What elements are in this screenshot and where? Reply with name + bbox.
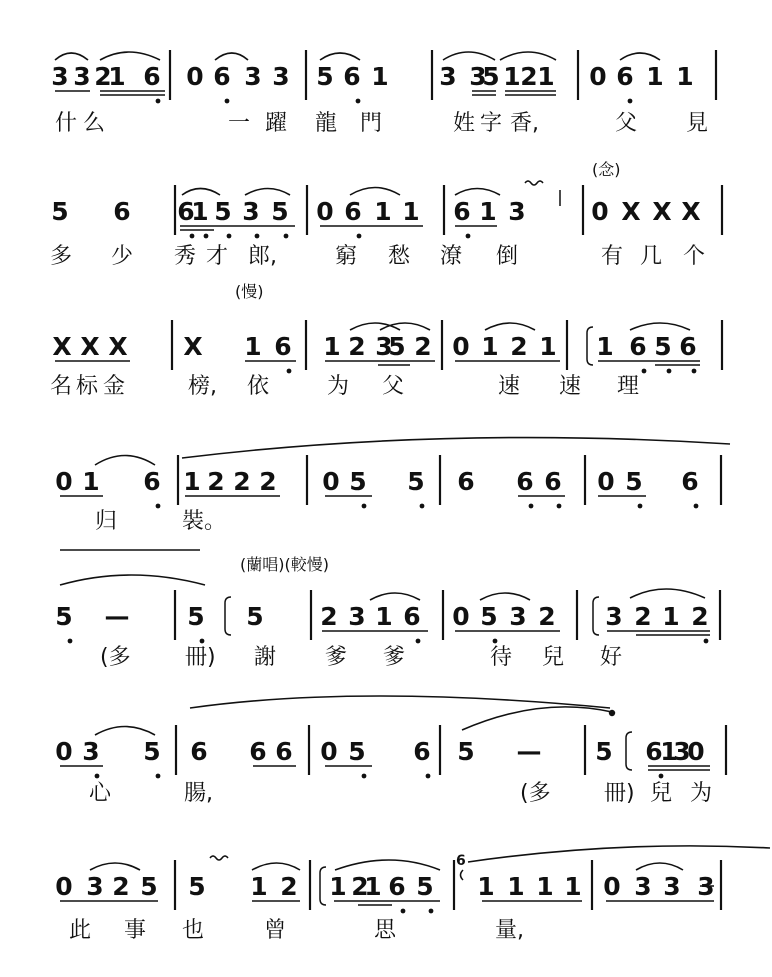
bracket	[593, 597, 599, 635]
note: 3	[348, 602, 366, 631]
note: 5	[388, 332, 406, 361]
bracket	[626, 732, 632, 770]
note: 6	[453, 197, 471, 226]
note: 0	[55, 467, 73, 496]
lyric: 金	[103, 374, 126, 399]
note: 5	[595, 737, 613, 766]
note: 3	[508, 197, 526, 226]
note: 3	[73, 62, 91, 91]
lyric: 名	[50, 374, 73, 399]
note: 1	[323, 332, 341, 361]
lyric: 心	[89, 781, 112, 806]
note: 6	[457, 467, 475, 496]
note: 5	[316, 62, 334, 91]
note: 6	[403, 602, 421, 631]
lyric: 依	[247, 374, 270, 399]
note: 0	[316, 197, 334, 226]
note: 1	[374, 197, 392, 226]
note: 0	[55, 872, 73, 901]
note: 6	[681, 467, 699, 496]
lyric: 速	[498, 374, 521, 399]
lyric: 量,	[495, 918, 524, 943]
note: 6	[616, 62, 634, 91]
note: 6	[344, 197, 362, 226]
note: 5	[188, 872, 206, 901]
note: X	[183, 332, 203, 361]
note: 1	[402, 197, 420, 226]
note: 1	[481, 332, 499, 361]
note: 5	[457, 737, 475, 766]
note: 0	[589, 62, 607, 91]
note: 5	[482, 62, 500, 91]
note: 1	[375, 602, 393, 631]
note: 5	[187, 602, 205, 631]
note: 3	[86, 872, 104, 901]
note: 3	[673, 737, 691, 766]
note: X	[652, 197, 672, 226]
note: 6	[645, 737, 663, 766]
note: 1	[536, 872, 554, 901]
lyric: 才	[206, 244, 229, 269]
note: —	[104, 602, 130, 631]
note: X	[52, 332, 72, 361]
note: 0	[186, 62, 204, 91]
note: 5	[271, 197, 289, 226]
note: 1	[539, 332, 557, 361]
note: 0	[603, 872, 621, 901]
note: 5	[55, 602, 73, 631]
note: 2	[112, 872, 130, 901]
note: 3	[634, 872, 652, 901]
note: 3	[605, 602, 623, 631]
note: 2	[351, 872, 369, 901]
note: —	[516, 737, 542, 766]
lyric: 归	[95, 509, 118, 534]
note: 3	[82, 737, 100, 766]
note: 2	[520, 62, 538, 91]
note: 1	[191, 197, 209, 226]
lyric: 兒	[650, 781, 673, 806]
note: 5	[349, 467, 367, 496]
bracket	[587, 327, 593, 365]
lyric: 个	[683, 244, 706, 269]
note: 6	[629, 332, 647, 361]
lyric: 冊)	[604, 781, 635, 806]
lyric: 父	[382, 374, 405, 399]
note: 6	[413, 737, 431, 766]
note: 1	[507, 872, 525, 901]
note: 6	[274, 332, 292, 361]
lyric: 思	[374, 918, 397, 943]
lyric: 龍	[315, 111, 338, 136]
note: 6	[343, 62, 361, 91]
note: 1	[660, 737, 678, 766]
lyric: 兒	[542, 645, 565, 670]
note: X	[80, 332, 100, 361]
note: 6	[275, 737, 293, 766]
note: 1	[503, 62, 521, 91]
note: 5	[416, 872, 434, 901]
note: 2	[414, 332, 432, 361]
lyric: 事	[124, 918, 147, 943]
note: 5	[214, 197, 232, 226]
note: 1	[564, 872, 582, 901]
lyric: 躍	[265, 111, 288, 136]
lyric: 好	[600, 645, 623, 670]
note: 0	[687, 737, 705, 766]
lyric: 爹	[383, 645, 406, 670]
lyric: 爹	[325, 645, 348, 670]
note: 0	[452, 332, 470, 361]
note: X	[681, 197, 701, 226]
note: 3	[469, 62, 487, 91]
lyric: (多	[100, 645, 131, 670]
note: 3	[272, 62, 290, 91]
lyric: 么	[83, 111, 106, 136]
lyric: 为	[690, 781, 713, 806]
note: 3	[244, 62, 262, 91]
lyric: 少	[111, 244, 134, 269]
note: 1	[662, 602, 680, 631]
note: X	[108, 332, 128, 361]
note: 2	[348, 332, 366, 361]
note: 2	[94, 62, 112, 91]
note: 2	[259, 467, 277, 496]
note: 6	[190, 737, 208, 766]
lyric: 裝。	[182, 509, 227, 534]
lyric: 郎,	[248, 244, 277, 269]
note: 2	[233, 467, 251, 496]
note: 5	[140, 872, 158, 901]
note: 6	[143, 467, 161, 496]
note: 5	[348, 737, 366, 766]
note: 1	[82, 467, 100, 496]
lyric: 愁	[388, 244, 411, 269]
lyric: 速	[559, 374, 582, 399]
note: 6	[388, 872, 406, 901]
note: 5	[480, 602, 498, 631]
lyric: 此	[69, 918, 92, 943]
note: 5	[625, 467, 643, 496]
note: 1	[676, 62, 694, 91]
note: 1	[183, 467, 201, 496]
note: 3	[509, 602, 527, 631]
lyric: 父	[615, 111, 638, 136]
note: 2	[510, 332, 528, 361]
tempo-annotation: (蘭唱)(較慢)	[240, 555, 329, 574]
lyric: 理	[617, 374, 640, 399]
lyric: 門	[360, 111, 383, 136]
note: 6	[249, 737, 267, 766]
note: 6	[113, 197, 131, 226]
note: 6	[516, 467, 534, 496]
note: 1	[364, 872, 382, 901]
note: 1	[250, 872, 268, 901]
note: 3	[697, 872, 715, 901]
note: 1	[537, 62, 555, 91]
note: 5	[51, 197, 69, 226]
lyric: 冊)	[185, 645, 216, 670]
note: 1	[329, 872, 347, 901]
lyric: 謝	[254, 645, 277, 670]
lyric: 見	[686, 111, 709, 136]
note: 2	[207, 467, 225, 496]
lyric: 窮	[335, 244, 358, 269]
note: 1	[371, 62, 389, 91]
note: 6	[213, 62, 231, 91]
meter-mark: 6	[456, 853, 466, 869]
tempo-annotation: (念)	[592, 160, 621, 179]
note: 3	[663, 872, 681, 901]
lyric: 几	[640, 244, 663, 269]
note: 1	[244, 332, 262, 361]
annotations-layer	[235, 160, 624, 574]
note: 3	[439, 62, 457, 91]
lyric: 有	[601, 244, 624, 269]
note: 6	[544, 467, 562, 496]
note: 6	[679, 332, 697, 361]
lyric: 曾	[264, 918, 287, 943]
note: 1	[479, 197, 497, 226]
note: 1	[646, 62, 664, 91]
lyric: 一	[228, 111, 251, 136]
note: 6	[177, 197, 195, 226]
lyric: 为	[327, 374, 350, 399]
tempo-annotation: (慢)	[235, 282, 264, 301]
lyric: 也	[182, 918, 205, 943]
lyric: 潦	[440, 244, 463, 269]
lyric: 标	[76, 374, 99, 399]
bracket	[320, 867, 326, 905]
note: 2	[280, 872, 298, 901]
lyric: 待	[490, 645, 513, 670]
note: 5	[246, 602, 264, 631]
note: 0	[452, 602, 470, 631]
note: 3	[51, 62, 69, 91]
note: 3	[242, 197, 260, 226]
note: 5	[407, 467, 425, 496]
note: 2	[538, 602, 556, 631]
note: 3	[375, 332, 393, 361]
note: 1	[596, 332, 614, 361]
note: 2	[634, 602, 652, 631]
note: X	[621, 197, 641, 226]
note: 0	[322, 467, 340, 496]
note: 2	[320, 602, 338, 631]
lyric: 香,	[510, 111, 539, 136]
note: 0	[55, 737, 73, 766]
lyric: 秀	[174, 244, 197, 269]
lyric: (多	[520, 781, 551, 806]
note: 5	[143, 737, 161, 766]
lyric: 姓	[453, 111, 476, 136]
lyric: 腸,	[184, 781, 213, 806]
note: 1	[108, 62, 126, 91]
note: 0	[597, 467, 615, 496]
lyric: 多	[50, 244, 73, 269]
bracket	[225, 597, 231, 635]
note: 0	[320, 737, 338, 766]
note: 2	[691, 602, 709, 631]
note: 6	[143, 62, 161, 91]
lyric: 什	[55, 111, 78, 136]
note: 5	[654, 332, 672, 361]
lyric: 榜,	[188, 374, 217, 399]
lyric: 字	[480, 111, 503, 136]
lyrics-layer	[50, 111, 715, 943]
note: 0	[591, 197, 609, 226]
lyric: 倒	[496, 244, 519, 269]
note: 1	[477, 872, 495, 901]
